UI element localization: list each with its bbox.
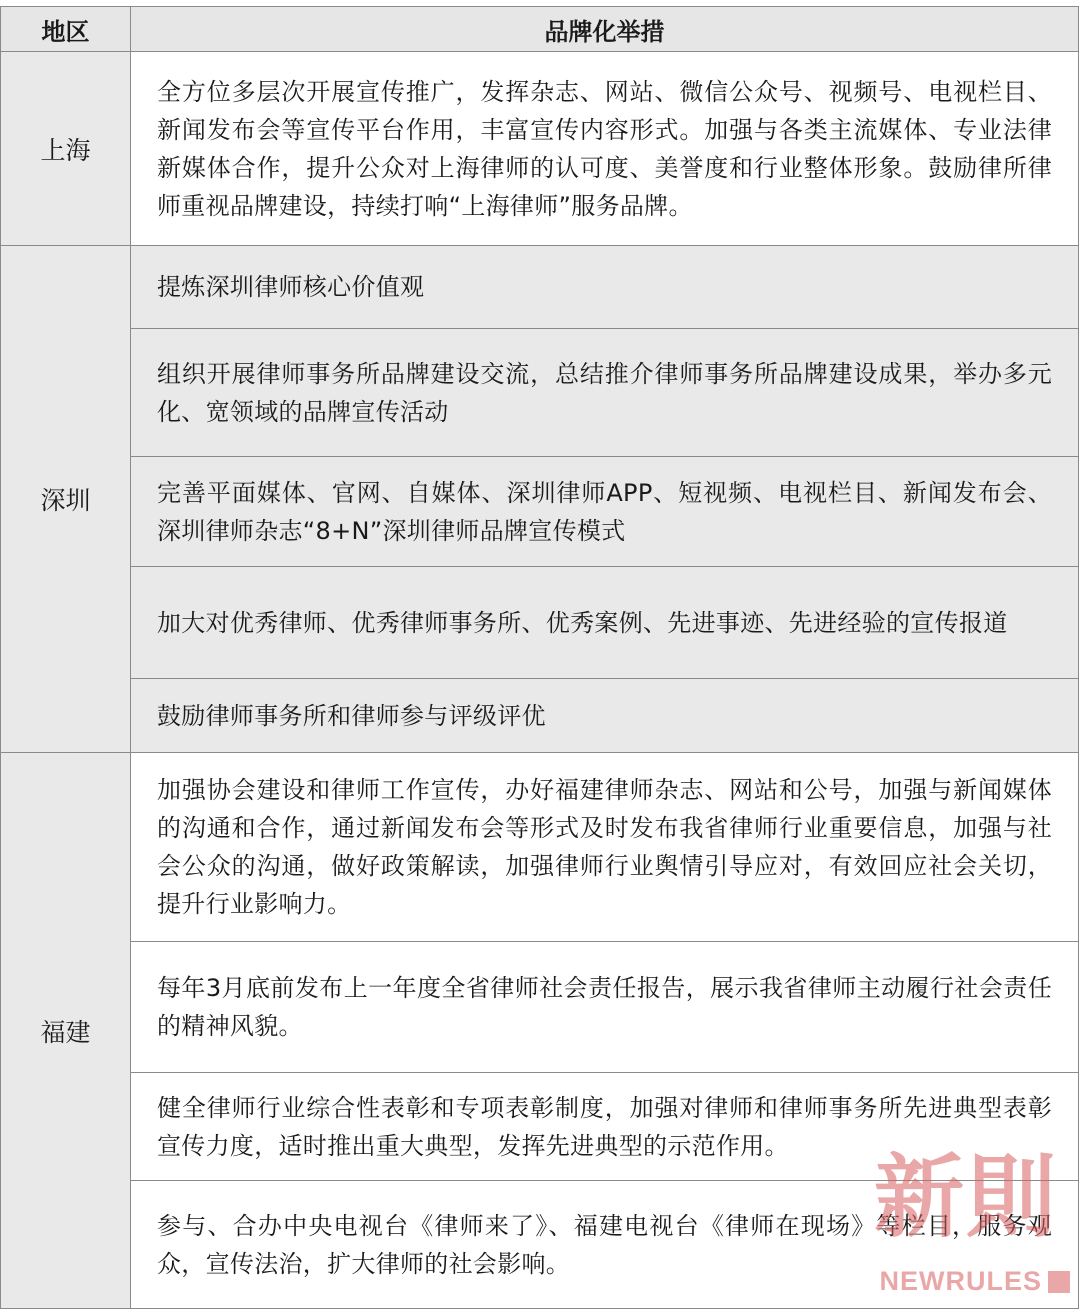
branding-measures-table	[0, 6, 1079, 1309]
watermark-english: NEWRULES	[879, 1266, 1042, 1296]
measure-cell: 加大对优秀律师、优秀律师事务所、优秀案例、先进事迹、先进经验的宣传报道	[131, 567, 1079, 679]
table-row	[1, 753, 1079, 942]
watermark-chinese: 新則	[874, 1144, 1058, 1250]
header-region: 地区	[1, 7, 131, 52]
measure-cell: 组织开展律师事务所品牌建设交流，总结推介律师事务所品牌建设成果，举办多元化、宽领域的品牌宣传活动	[131, 329, 1079, 457]
table-row	[1, 457, 1079, 567]
table-row	[1, 942, 1079, 1073]
header-measure: 品牌化举措	[131, 7, 1079, 52]
region-cell-shanghai: 上海	[1, 52, 131, 246]
table-row	[1, 246, 1079, 329]
table-row	[1, 567, 1079, 679]
table-row	[1, 329, 1079, 457]
measure-cell: 全方位多层次开展宣传推广，发挥杂志、网站、微信公众号、视频号、电视栏目、新闻发布会等宣传平台作用，丰富宣传内容形式。加强与各类主流媒体、专业法律新媒体合作，提升公众对上海律师的认可度、美誉度和行业整体形象。鼓励律所律师重视品牌建设，持续打响“上海律师”服务品牌。	[131, 52, 1079, 246]
measure-cell: 参与、合办中央电视台《律师来了》、福建电视台《律师在现场》等栏目，服务观众，宣传法治，扩大律师的社会影响。	[131, 1181, 1079, 1309]
measure-cell: 提炼深圳律师核心价值观	[131, 246, 1079, 329]
table-row	[1, 679, 1079, 753]
measure-cell: 每年3月底前发布上一年度全省律师社会责任报告，展示我省律师主动履行社会责任的精神风貌。	[131, 942, 1079, 1073]
newrules-watermark	[857, 1144, 1072, 1297]
measure-cell: 鼓励律师事务所和律师参与评级评优	[131, 679, 1079, 753]
region-cell-shenzhen: 深圳	[1, 246, 131, 753]
watermark-square-icon	[1048, 1271, 1070, 1293]
table-row	[1, 52, 1079, 246]
measure-cell: 加强协会建设和律师工作宣传，办好福建律师杂志、网站和公号，加强与新闻媒体的沟通和合作，通过新闻发布会等形式及时发布我省律师行业重要信息，加强与社会公众的沟通，做好政策解读，加强律师行业舆情引导应对，有效回应社会关切，提升行业影响力。	[131, 753, 1079, 942]
region-cell-fujian: 福建	[1, 753, 131, 1309]
table-header-row	[1, 7, 1079, 52]
measure-cell: 健全律师行业综合性表彰和专项表彰制度，加强对律师和律师事务所先进典型表彰宣传力度，适时推出重大典型，发挥先进典型的示范作用。	[131, 1073, 1079, 1181]
measure-cell: 完善平面媒体、官网、自媒体、深圳律师APP、短视频、电视栏目、新闻发布会、深圳律师杂志“8+N”深圳律师品牌宣传模式	[131, 457, 1079, 567]
